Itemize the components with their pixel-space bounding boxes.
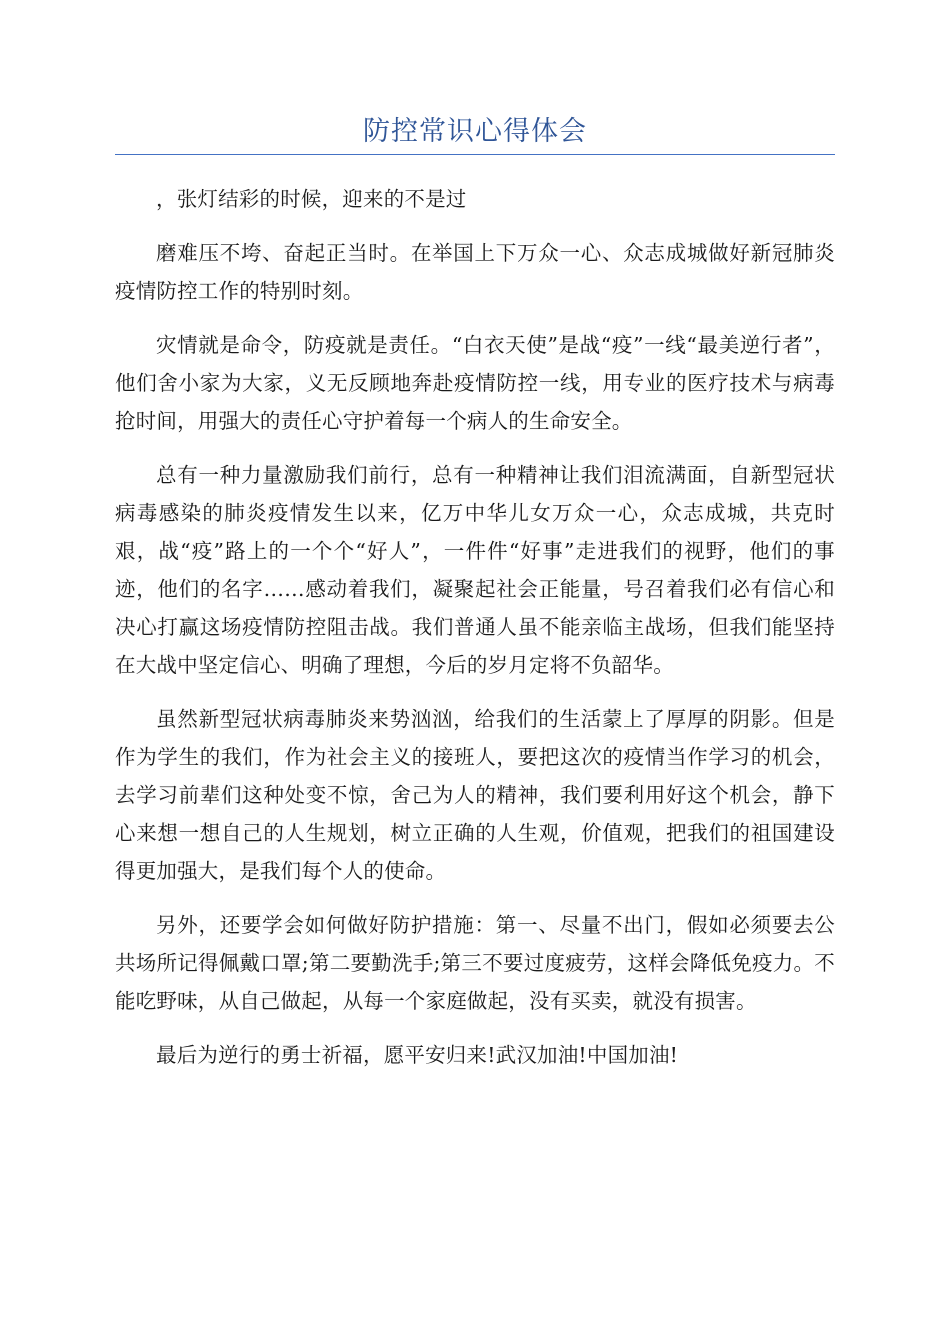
title-underline — [115, 154, 835, 155]
paragraph-4: 总有一种力量激励我们前行，总有一种精神让我们泪流满面，自新型冠状病毒感染的肺炎疫情发生以来，亿万中华儿女万众一心，众志成城，共克时艰，战“疫”路上的一个个“好人”，一件件“好事”走进我们的视野，他们的事迹，他们的名字……感动着我们，凝聚起社会正能量，号召着我们必有信心和决心打赢这场疫情防控阻击战。我们普通人虽不能亲临主战场，但我们能坚持在大战中坚定信心、明确了理想，今后的岁月定将不负韶华。 — [115, 463, 835, 677]
paragraph-5: 虽然新型冠状病毒肺炎来势汹汹，给我们的生活蒙上了厚厚的阴影。但是作为学生的我们，作为社会主义的接班人，要把这次的疫情当作学习的机会，去学习前辈们这种处变不惊，舍己为人的精神，我们要利用好这个机会，静下心来想一想自己的人生规划，树立正确的人生观，价值观，把我们的祖国建设得更加强大，是我们每个人的使命。 — [115, 707, 835, 883]
paragraph-7: 最后为逆行的勇士祈福，愿平安归来!武汉加油!中国加油! — [156, 1043, 679, 1067]
paragraph-3: 灾情就是命令，防疫就是责任。“白衣天使”是战“疫”一线“最美逆行者”，他们舍小家为大家，义无反顾地奔赴疫情防控一线，用专业的医疗技术与病毒抢时间，用强大的责任心守护着每一个病人的生命安全。 — [115, 333, 835, 433]
document-body — [115, 180, 835, 1090]
paragraph-6: 另外，还要学会如何做好防护措施：第一、尽量不出门，假如必须要去公共场所记得佩戴口罩;第二要勤洗手;第三不要过度疲劳，这样会降低免疫力。不能吃野味，从自己做起，从每一个家庭做起，没有买卖，就没有损害。 — [115, 913, 835, 1013]
paragraph-1: ，张灯结彩的时候，迎来的不是过 — [156, 187, 467, 211]
document-title: 防控常识心得体会 — [363, 116, 587, 147]
paragraph-2: 磨难压不垮、奋起正当时。在举国上下万众一心、众志成城做好新冠肺炎疫情防控工作的特别时刻。 — [115, 241, 835, 303]
